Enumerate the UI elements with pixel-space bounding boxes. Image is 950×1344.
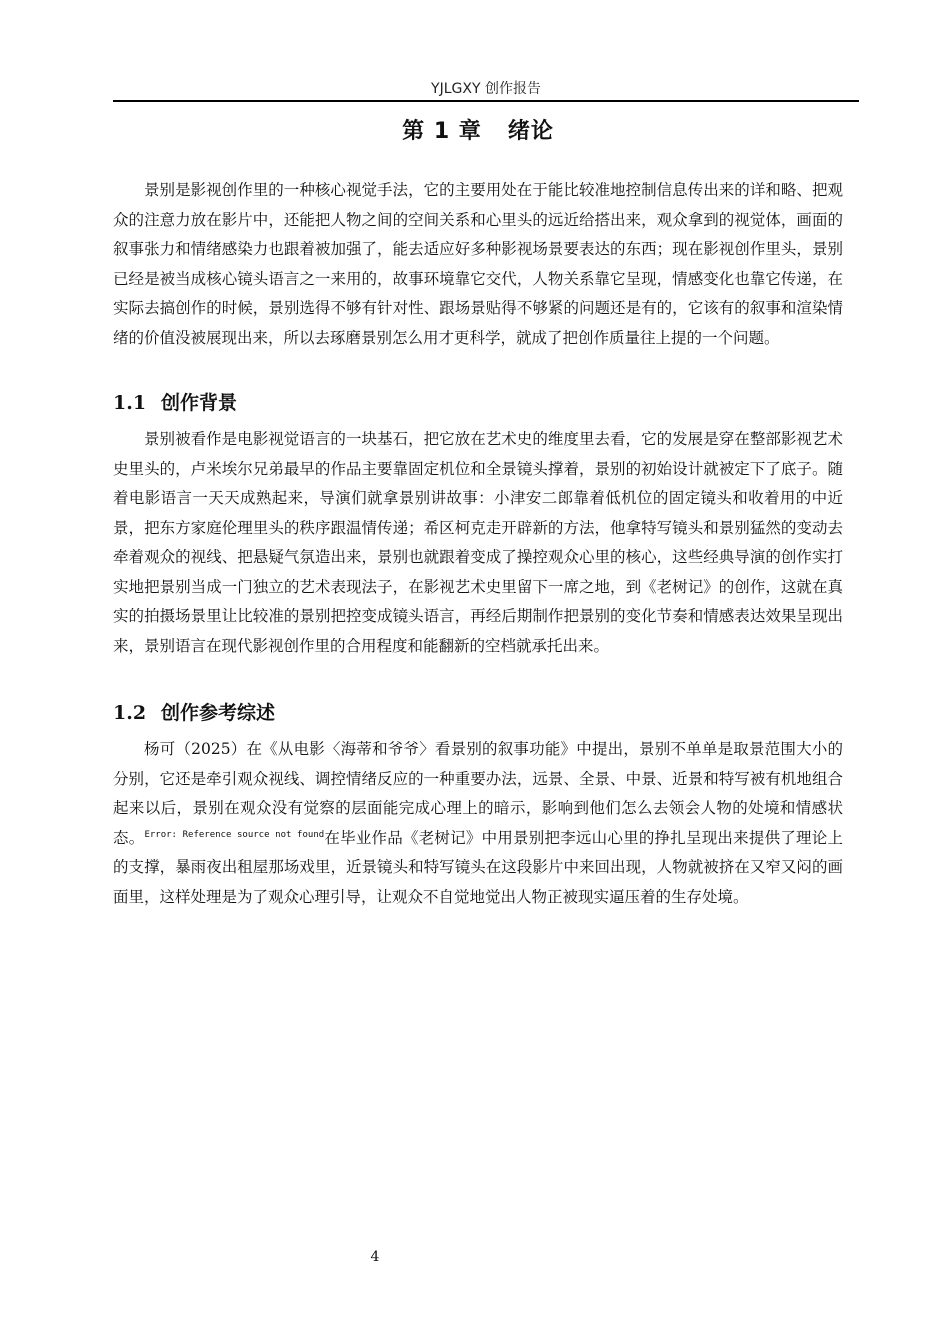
section-title-text: 创作参考综述 <box>161 702 276 724</box>
section-1-2-paragraph <box>113 735 843 912</box>
section-title-text: 创作背景 <box>161 392 238 414</box>
header-rule <box>113 100 859 102</box>
section-number: 1.2 <box>113 702 147 724</box>
section-heading-1-1 <box>113 387 843 419</box>
chapter-title <box>113 112 843 152</box>
paragraph-text-part-b: 在毕业作品《老树记》中用景别把李远山心里的挣扎呈现出来提供了理论上的支撑，暴雨夜出租屋那场戏里，近景镜头和特写镜头在这段影片中来回出现，人物就被挤在又窄又闷的画面里，这样处理是为了观众心理引导，让观众不自觉地觉出人物正被现实逼压着的生存处境。 <box>113 828 843 906</box>
section-1-1-paragraph: 景别被看作是电影视觉语言的一块基石，把它放在艺术史的维度里去看，它的发展是穿在整部影视艺术史里头的，卢米埃尔兄弟最早的作品主要靠固定机位和全景镜头撑着，景别的初始设计就被定下了底子。随着电影语言一天天成熟起来，导演们就拿景别讲故事：小津安二郎靠着低机位的固定镜头和收着用的中近景，把东方家庭伦理里头的秩序跟温情传递；希区柯克走开辟新的方法，他拿特写镜头和景别猛然的变动去牵着观众的视线、把悬疑气氛造出来，景别也就跟着变成了操控观众心里的核心，这些经典导演的创作实打实地把景别当成一门独立的艺术表现法子，在影视艺术史里留下一席之地，到《老树记》的创作，这就在真实的拍摄场景里让比较准的景别把控变成镜头语言，再经后期制作把景别的变化节奏和情感表达效果呈现出来，景别语言在现代影视创作里的合用程度和能翻新的空档就承托出来。 <box>113 430 843 655</box>
running-header: YJLGXY 创作报告 <box>431 81 541 97</box>
section-number: 1.1 <box>113 392 147 414</box>
intro-paragraph: 景别是影视创作里的一种核心视觉手法，它的主要用处在于能比较准地控制信息传出来的详和略、把观众的注意力放在影片中，还能把人物之间的空间关系和心里头的远近给搭出来，观众拿到的视觉体，画面的叙事张力和情绪感染力也跟着被加强了，能去适应好多种影视场景要表达的东西；现在影视创作里头，景别已经是被当成核心镜头语言之一来用的，故事环境靠它交代，人物关系靠它呈现，情感变化也靠它传递，在实际去搞创作的时候，景别选得不够有针对性、跟场景贴得不够紧的问题还是有的，它该有的叙事和渲染情绪的价值没被展现出来，所以去琢磨景别怎么用才更科学，就成了把创作质量往上提的一个问题。 <box>113 181 843 347</box>
page-number: 4 <box>370 1249 380 1265</box>
reference-error-note: Error: Reference source not found <box>144 829 325 840</box>
chapter-name: 绪论 <box>507 119 554 144</box>
section-heading-1-2 <box>113 697 843 729</box>
page-content <box>113 112 843 912</box>
paragraph-text-part-a: 杨可（2025）在《从电影〈海蒂和爷爷〉看景别的叙事功能》中提出，景别不单单是取景范围大小的分别，它还是牵引观众视线、调控情绪反应的一种重要办法，远景、全景、中景、近景和特写被有机地组合起来以后，景别在观众没有觉察的层面能完成心理上的暗示，影响到他们怎么去领会人物的处境和情感状态。 <box>113 740 843 847</box>
chapter-number: 第 1 章 <box>402 119 482 144</box>
